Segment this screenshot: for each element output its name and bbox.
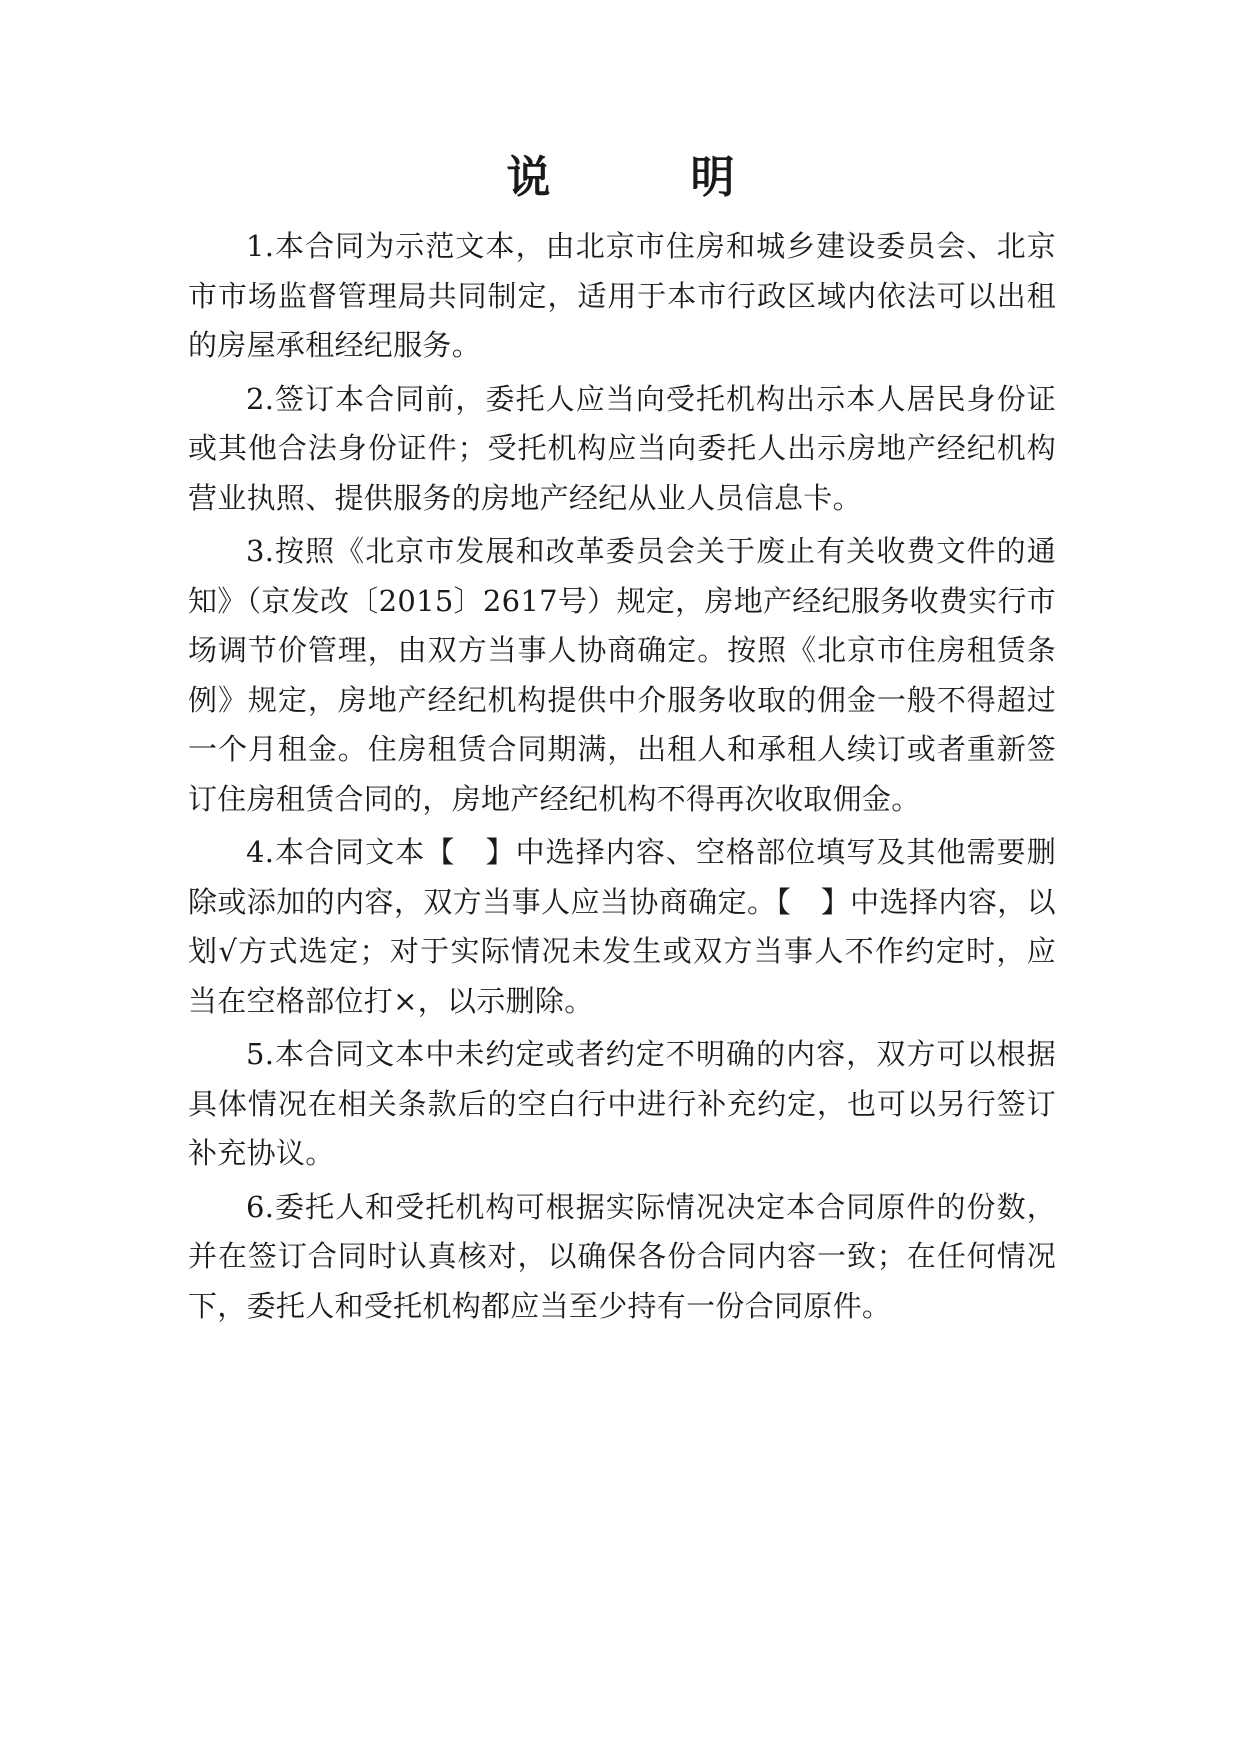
instruction-paragraph-5: 5.本合同文本中未约定或者约定不明确的内容，双方可以根据具体情况在相关条款后的空白行中进行补充约定，也可以另行签订补充协议。 bbox=[188, 1037, 1056, 1170]
page-title: 说 明 bbox=[506, 152, 783, 203]
instruction-paragraph-2: 2.签订本合同前，委托人应当向受托机构出示本人居民身份证或其他合法身份证件；受托机构应当向委托人出示房地产经纪机构营业执照、提供服务的房地产经纪从业人员信息卡。 bbox=[188, 381, 1056, 515]
instruction-paragraph-4: 4.本合同文本【 】中选择内容、空格部位填写及其他需要删除或添加的内容，双方当事人应当协商确定。【 】中选择内容，以划√方式选定；对于实际情况未发生或双方当事人不作约定时，应当在空格部位打×，以示删除。 bbox=[188, 835, 1056, 1018]
instruction-paragraph-3: 3.按照《北京市发展和改革委员会关于废止有关收费文件的通知》（京发改〔2015〕2617号）规定，房地产经纪服务收费实行市场调节价管理，由双方当事人协商确定。按照《北京市住房租赁条例》规定，房地产经纪机构提供中介服务收取的佣金一般不得超过一个月租金。住房租赁合同期满，出租人和承租人续订或者重新签订住房租赁合同的，房地产经纪机构不得再次收取佣金。 bbox=[188, 534, 1057, 816]
instruction-paragraph-6: 6.委托人和受托机构可根据实际情况决定本合同原件的份数，并在签订合同时认真核对，以确保各份合同内容一致；在任何情况下，委托人和受托机构都应当至少持有一份合同原件。 bbox=[188, 1189, 1056, 1323]
instructions-body bbox=[188, 222, 1056, 1335]
instruction-paragraph-1: 1.本合同为示范文本，由北京市住房和城乡建设委员会、北京市市场监督管理局共同制定，适用于本市行政区域内依法可以出租的房屋承租经纪服务。 bbox=[188, 229, 1056, 362]
